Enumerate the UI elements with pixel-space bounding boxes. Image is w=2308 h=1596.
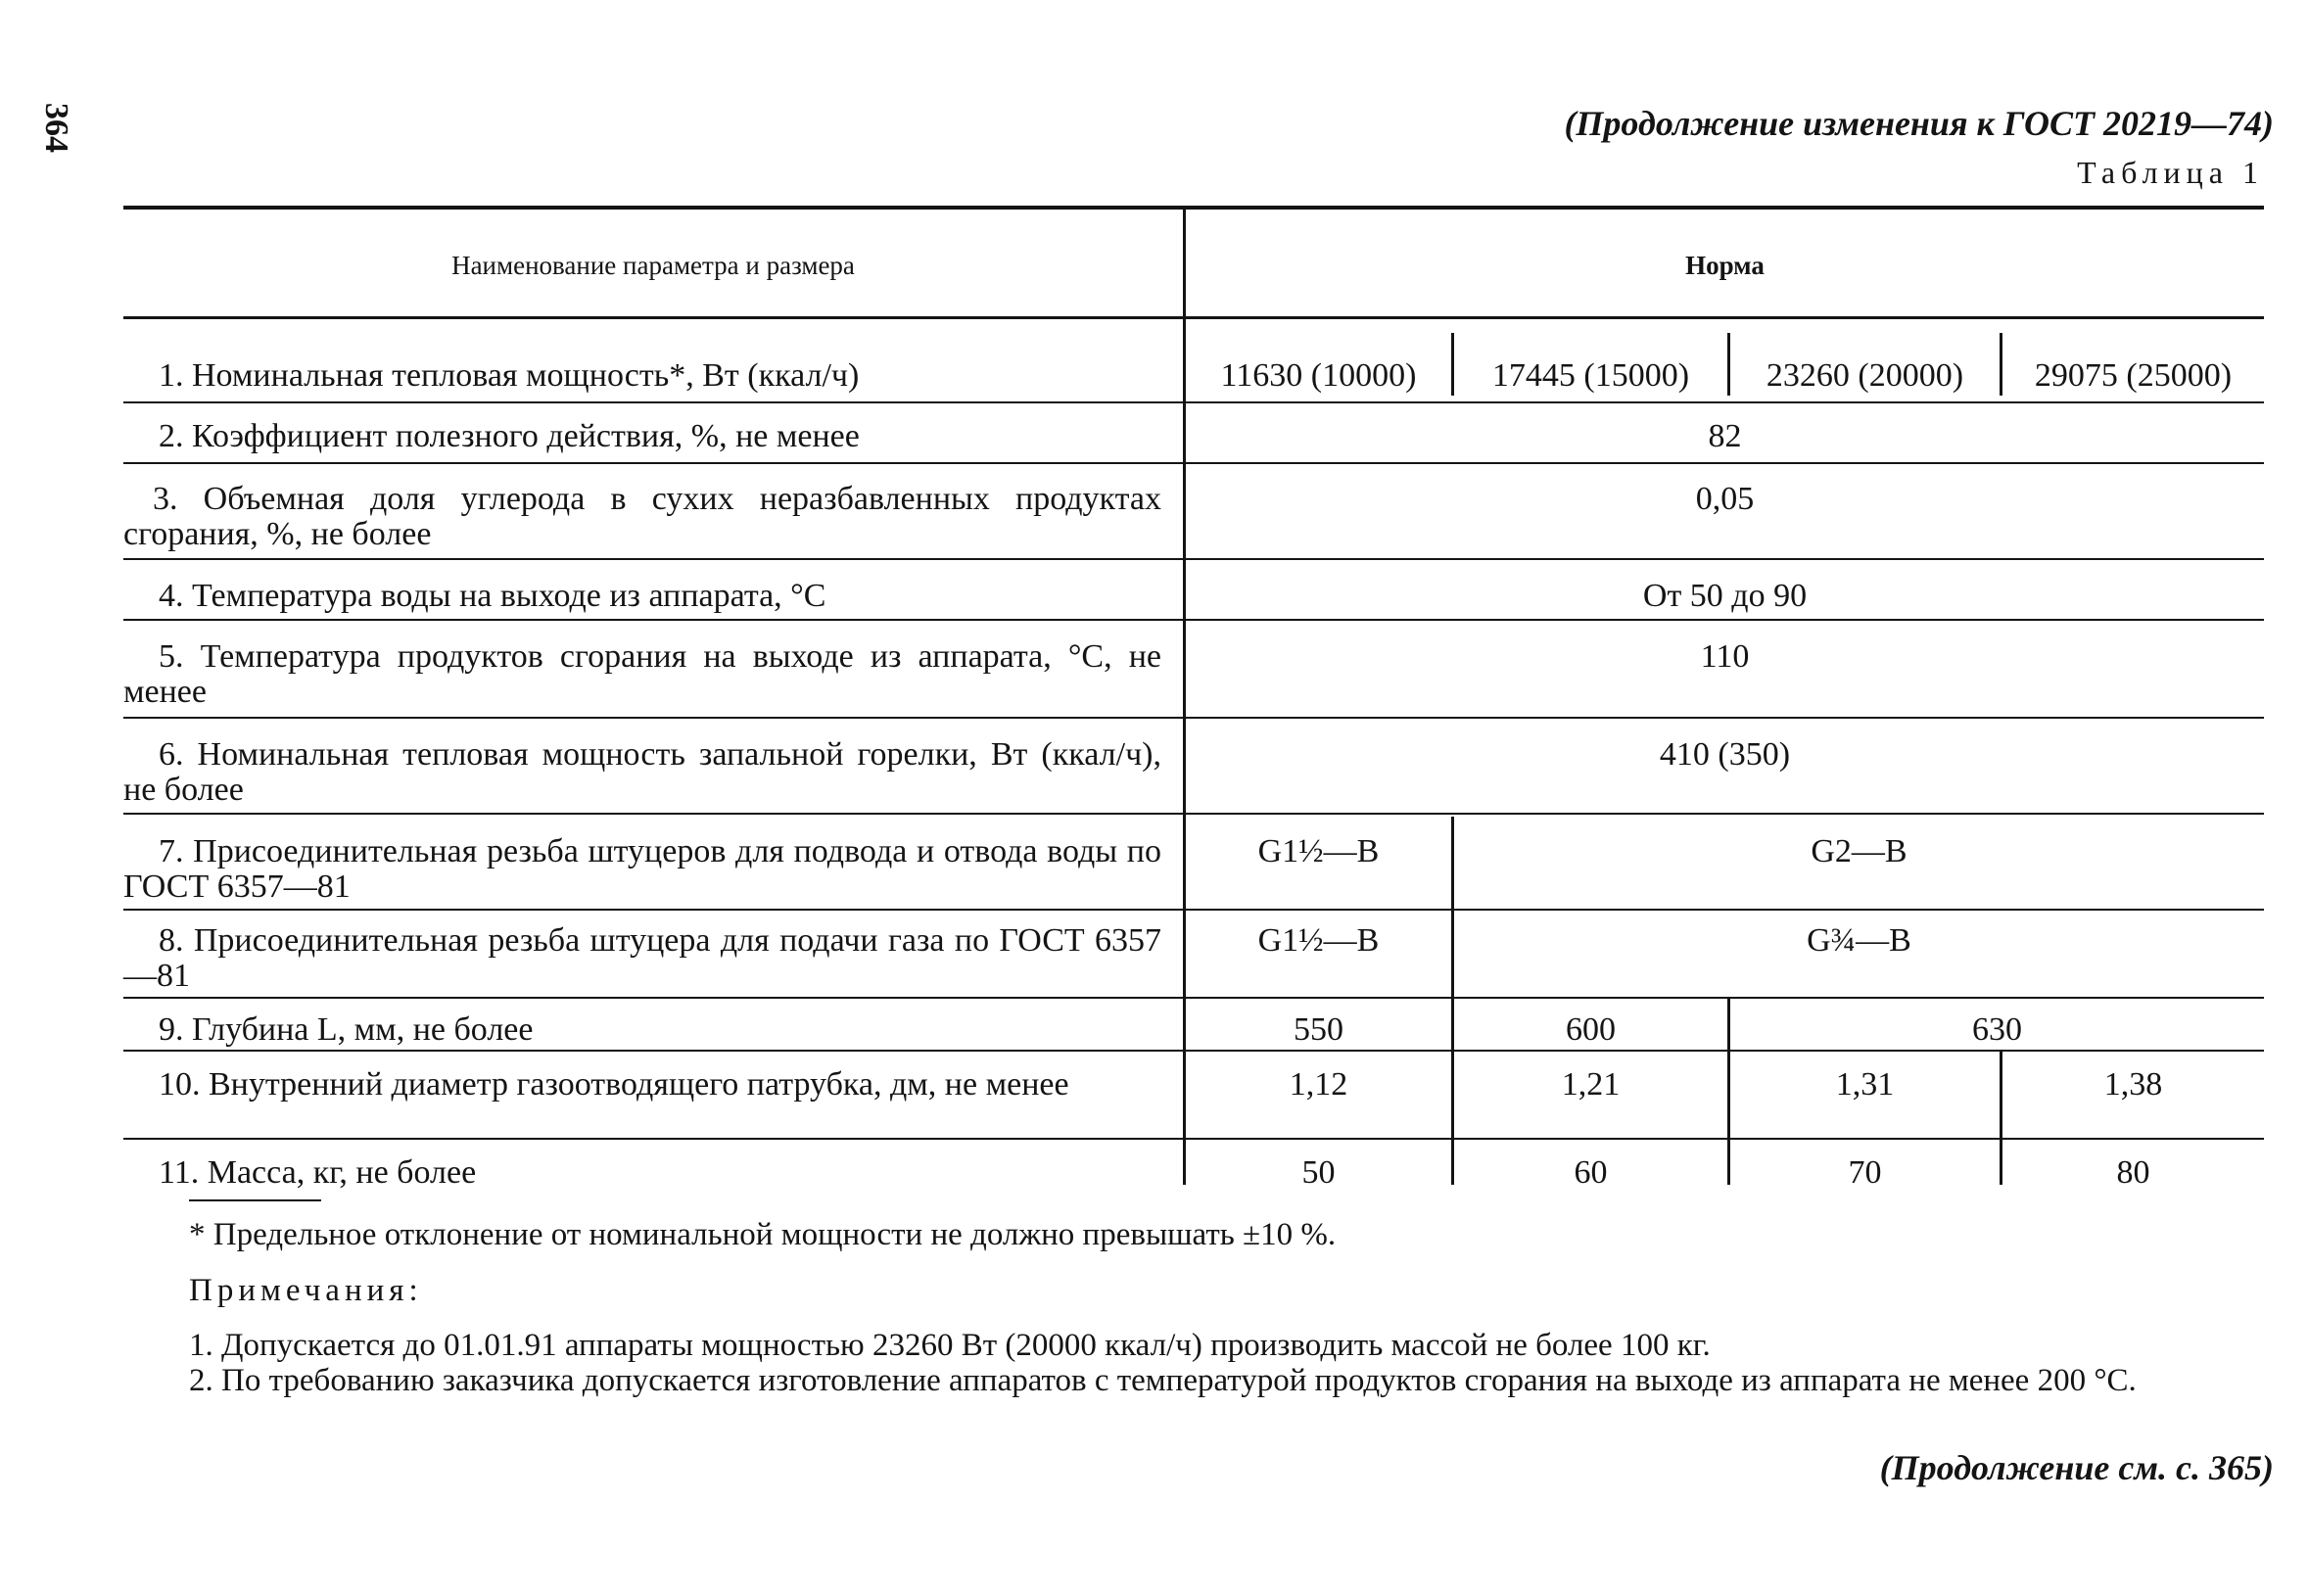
value-row-9: 630 bbox=[1972, 1011, 2022, 1048]
note-item: 1. Допускается до 01.01.91 аппараты мощностью 23260 Вт (20000 ккал/ч) производить массой не более 100 кг. bbox=[189, 1328, 1711, 1363]
page-number: 364 bbox=[38, 103, 74, 153]
value-row-9: 600 bbox=[1566, 1011, 1616, 1048]
row-rule bbox=[123, 1050, 2264, 1052]
notes-title: Примечания: bbox=[189, 1273, 423, 1308]
continuation-header: (Продолжение изменения к ГОСТ 20219—74) bbox=[1564, 104, 2274, 143]
param-row-6: 6. Номинальная тепловая мощность запальной горелки, Вт (ккал/ч), не более bbox=[123, 736, 1161, 808]
row-rule bbox=[123, 813, 2264, 815]
column-header-norm: Норма bbox=[1685, 251, 1765, 280]
row-rule bbox=[123, 401, 2264, 403]
value-row-1: 17445 (15000) bbox=[1491, 357, 1690, 394]
value-row-1: 11630 (10000) bbox=[1220, 357, 1417, 394]
row-rule bbox=[123, 558, 2264, 560]
row-rule bbox=[123, 619, 2264, 621]
value-row-2: 82 bbox=[1708, 418, 1742, 454]
value-row-1: 29075 (25000) bbox=[2034, 357, 2233, 394]
table-top-rule bbox=[123, 206, 2264, 210]
note-item: 2. По требованию заказчика допускается изготовление аппаратов с температурой продуктов сгорания на выходе из аппарата не менее 200 °С. bbox=[189, 1363, 2137, 1398]
value-row-10: 1,38 bbox=[2103, 1066, 2163, 1103]
value-row-7: G1½—B bbox=[1257, 833, 1380, 869]
value-row-1: 23260 (20000) bbox=[1766, 357, 1964, 394]
row-rule bbox=[123, 997, 2264, 999]
value-row-6: 410 (350) bbox=[1659, 736, 1791, 773]
value-row-11: 60 bbox=[1574, 1154, 1608, 1191]
value-row-10: 1,31 bbox=[1835, 1066, 1895, 1103]
param-row-8: 8. Присоединительная резьба штуцера для подачи газа по ГОСТ 6357—81 bbox=[123, 922, 1161, 994]
value-row-5: 110 bbox=[1700, 638, 1750, 675]
value-row-11: 70 bbox=[1848, 1154, 1882, 1191]
param-row-1: 1. Номинальная тепловая мощность*, Вт (ккал/ч) bbox=[159, 357, 860, 394]
param-row-7: 7. Присоединительная резьба штуцеров для подвода и отвода воды по ГОСТ 6357—81 bbox=[123, 833, 1161, 905]
value-row-7: G2—B bbox=[1811, 833, 1908, 869]
param-row-10: 10. Внутренний диаметр газоотводящего патрубка, дм, не менее bbox=[159, 1066, 1069, 1103]
param-row-4: 4. Температура воды на выходе из аппарата, °С bbox=[159, 578, 826, 614]
param-row-5: 5. Температура продуктов сгорания на выходе из аппарата, °С, не менее bbox=[123, 638, 1161, 710]
param-row-2: 2. Коэффициент полезного действия, %, не менее bbox=[159, 418, 860, 454]
value-row-10: 1,21 bbox=[1561, 1066, 1621, 1103]
value-row-3: 0,05 bbox=[1695, 481, 1755, 517]
row-rule bbox=[123, 1138, 2264, 1140]
footnote-rule bbox=[189, 1199, 321, 1201]
norm-rule-1 bbox=[1451, 817, 1454, 1185]
value-row-9: 550 bbox=[1294, 1011, 1343, 1048]
param-row-3: 3. Объемная доля углерода в сухих неразбавленных продуктах сгорания, %, не более bbox=[123, 481, 1161, 552]
column-header-param: Наименование параметра и размера bbox=[451, 251, 855, 280]
footnote: * Предельное отклонение от номинальной мощности не должно превышать ±10 %. bbox=[189, 1217, 1337, 1252]
value-row-11: 50 bbox=[1301, 1154, 1336, 1191]
row-rule bbox=[123, 909, 2264, 911]
header-bottom-rule bbox=[123, 316, 2264, 319]
value-row-4: От 50 до 90 bbox=[1642, 578, 1808, 614]
value-row-8: G¾—B bbox=[1807, 922, 1911, 959]
table-label: Таблица 1 bbox=[2077, 155, 2264, 190]
param-row-11: 11. Масса, кг, не более bbox=[159, 1154, 477, 1191]
continuation-footer: (Продолжение см. с. 365) bbox=[1879, 1448, 2274, 1487]
value-row-11: 80 bbox=[2116, 1154, 2150, 1191]
row-rule bbox=[123, 717, 2264, 719]
value-row-10: 1,12 bbox=[1289, 1066, 1348, 1103]
param-row-9: 9. Глубина L, мм, не более bbox=[159, 1011, 534, 1048]
row-rule bbox=[123, 462, 2264, 464]
value-row-8: G1½—B bbox=[1257, 922, 1380, 959]
